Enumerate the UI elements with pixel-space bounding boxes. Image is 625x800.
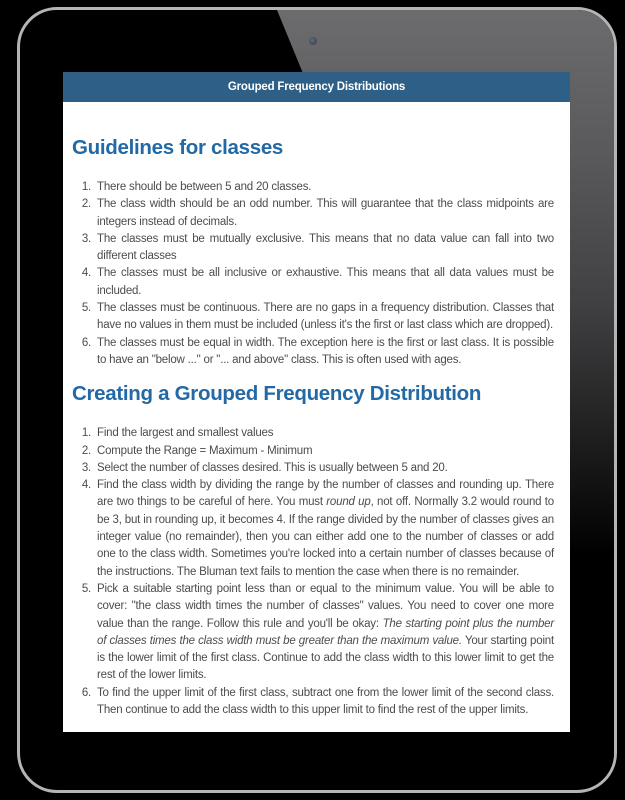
list-item: 4. The classes must be all inclusive or exhaustive. This means that all data values must be included. <box>94 265 554 300</box>
list-item: 2. Compute the Range = Maximum - Minimum <box>94 443 554 460</box>
document-page[interactable] <box>63 72 570 732</box>
section-guidelines <box>72 136 554 369</box>
list-item: 3. Select the number of classes desired. This is usually between 5 and 20. <box>94 460 554 477</box>
list-item: 2. The class width should be an odd number. This will guarantee that the class midpoints are integers instead of decimals. <box>94 196 554 231</box>
section-creating <box>72 382 554 719</box>
document-titlebar <box>63 72 570 102</box>
tablet-frame <box>17 7 617 793</box>
list-item: 1. There should be between 5 and 20 classes. <box>94 179 554 196</box>
list-item: 4. Find the class width by dividing the range by the number of classes and rounding up. There are two things to be careful of here. You must round up, not off. Normally 3.2 would round to be 3, but in rounding up, it becomes 4. If the range divided by the number of classes gives an integer value (no remainder), then you can either add one to the number of classes or add one to the class width. Sometimes you're locked into a certain number of classes because of the instructions. The Bluman text fails to mention the case when there is no remainder. <box>94 477 554 581</box>
section-heading: Guidelines for classes <box>72 136 284 159</box>
list-item: 6. To find the upper limit of the first class, subtract one from the lower limit of the second class. Then continue to add the class width to this upper limit to find the rest of the upper limits. <box>94 685 554 720</box>
list-item: 6. The classes must be equal in width. The exception here is the first or last class. It is possible to have an "below ..." or "... and above" class. This is often used with ages. <box>94 335 554 370</box>
list-item: 5. The classes must be continuous. There are no gaps in a frequency distribution. Classes that have no values in them must be included (unless it's the first or last class which are dropped). <box>94 300 554 335</box>
list-item: 3. The classes must be mutually exclusive. This means that no data value can fall into two different classes <box>94 231 554 266</box>
content-area <box>63 102 570 719</box>
steps-list <box>72 425 554 719</box>
guidelines-list <box>72 179 554 369</box>
list-item: 5. Pick a suitable starting point less than or equal to the minimum value. You will be able to cover: "the class width times the number of classes" values. You need to cover one more value than the range. Follow this rule and you'll be okay: The starting point plus the number of classes times the class width must be greater than the maximum value. Your starting point is the lower limit of the first class. Continue to add the class width to this lower limit to get the rest of the lower limits. <box>94 581 554 685</box>
section-heading: Creating a Grouped Frequency Distribution <box>72 382 482 406</box>
front-camera-icon <box>309 37 317 45</box>
titlebar-title: Grouped Frequency Distributions <box>227 81 406 93</box>
list-item: 1. Find the largest and smallest values <box>94 425 554 442</box>
